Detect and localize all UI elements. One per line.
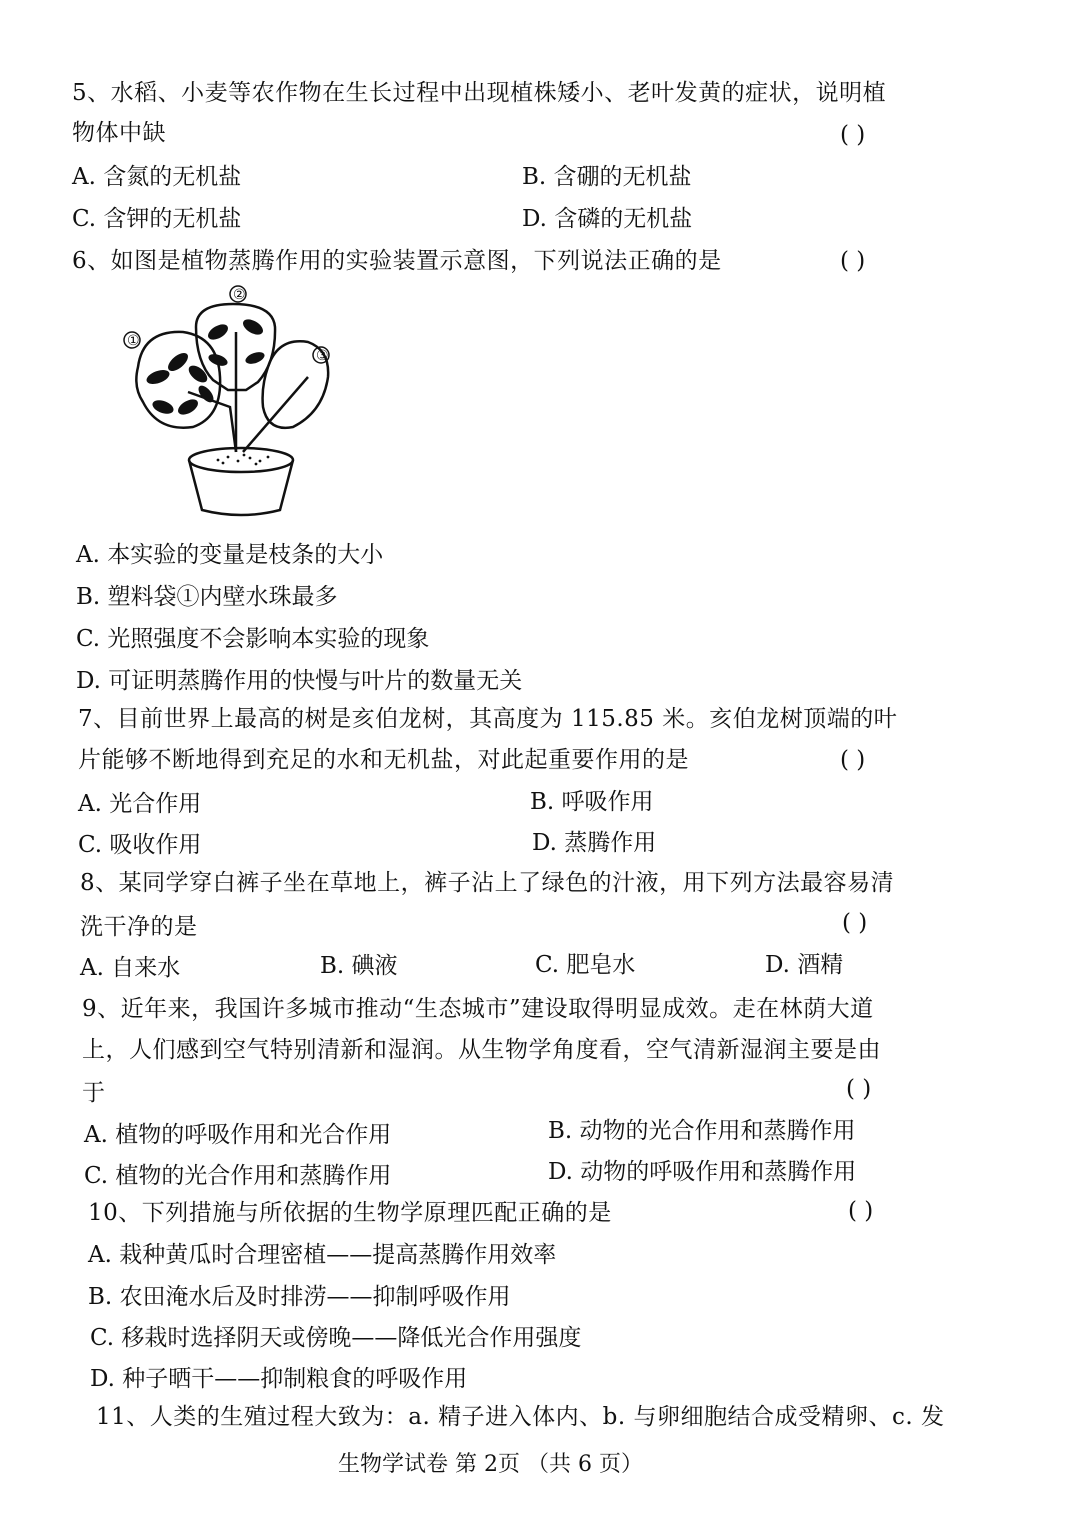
q9-stem-line3: 于 [82, 1080, 106, 1106]
q8-option-d: D. 酒精 [765, 952, 844, 978]
q6-answer-blank: ( ) [840, 248, 866, 274]
label-2: ② [233, 287, 246, 303]
q10-option-a: A. 栽种黄瓜时合理密植——提高蒸腾作用效率 [88, 1242, 557, 1268]
q11-stem-line1: 11、人类的生殖过程大致为：a. 精子进入体内、b. 与卵细胞结合成受精卵、c. 发 [96, 1404, 945, 1430]
q8-stem-line2: 洗干净的是 [80, 914, 198, 940]
q9-stem-line2: 上，人们感到空气特别清新和湿润。从生物学角度看，空气清新湿润主要是由 [82, 1037, 881, 1063]
q10-option-d: D. 种子晒干——抑制粮食的呼吸作用 [90, 1366, 468, 1392]
soil-dots [217, 454, 270, 466]
q8-option-c: C. 肥皂水 [535, 952, 636, 978]
q5-option-c: C. 含钾的无机盐 [72, 206, 242, 232]
q7-option-c: C. 吸收作用 [78, 832, 202, 858]
q5-answer-blank: ( ) [840, 122, 866, 148]
page-footer: 生物学试卷 第 2页 （共 6 页） [338, 1452, 643, 1477]
q8-answer-blank: ( ) [842, 910, 868, 936]
q8-stem-line1: 8、某同学穿白裤子坐在草地上，裤子沾上了绿色的汁液，用下列方法最容易清 [80, 870, 895, 896]
label-1: ① [127, 333, 140, 349]
q7-option-d: D. 蒸腾作用 [532, 830, 657, 856]
q10-stem-line1: 10、下列措施与所依据的生物学原理匹配正确的是 [88, 1200, 612, 1226]
q10-option-c: C. 移栽时选择阴天或傍晚——降低光合作用强度 [90, 1325, 582, 1351]
q9-option-b: B. 动物的光合作用和蒸腾作用 [548, 1118, 856, 1144]
q10-option-b: B. 农田淹水后及时排涝——抑制呼吸作用 [88, 1284, 511, 1310]
label-3: ③ [316, 348, 329, 364]
q8-option-b: B. 碘液 [320, 953, 398, 979]
q5-stem-line2: 物体中缺 [72, 120, 166, 146]
q7-answer-blank: ( ) [840, 747, 866, 773]
q5-stem-line1: 5、水稻、小麦等农作物在生长过程中出现植株矮小、老叶发黄的症状，说明植 [72, 80, 887, 106]
q8-option-a: A. 自来水 [80, 955, 181, 981]
transpiration-experiment-figure [118, 282, 343, 522]
figure-labels [124, 286, 329, 364]
q9-answer-blank: ( ) [846, 1076, 872, 1102]
q7-stem-line1: 7、目前世界上最高的树是亥伯龙树，其高度为 115.85 米。亥伯龙树顶端的叶 [78, 706, 898, 732]
flower-pot [189, 448, 293, 515]
q5-option-a: A. 含氮的无机盐 [72, 164, 242, 190]
q7-option-a: A. 光合作用 [78, 791, 202, 817]
bag-1-leaves [145, 350, 217, 418]
q9-option-a: A. 植物的呼吸作用和光合作用 [84, 1122, 392, 1148]
q6-option-d: D. 可证明蒸腾作用的快慢与叶片的数量无关 [76, 668, 523, 694]
q7-stem-line2: 片能够不断地得到充足的水和无机盐，对此起重要作用的是 [78, 747, 689, 773]
q9-stem-line1: 9、近年来，我国许多城市推动“生态城市”建设取得明显成效。走在林荫大道 [82, 996, 874, 1022]
q7-option-b: B. 呼吸作用 [530, 789, 654, 815]
q6-option-b: B. 塑料袋①内壁水珠最多 [76, 584, 338, 610]
q5-option-b: B. 含硼的无机盐 [522, 164, 692, 190]
q6-option-a: A. 本实验的变量是枝条的大小 [76, 542, 384, 568]
q10-answer-blank: ( ) [848, 1198, 874, 1224]
q6-option-c: C. 光照强度不会影响本实验的现象 [76, 626, 430, 652]
q9-option-d: D. 动物的呼吸作用和蒸腾作用 [548, 1159, 857, 1185]
q6-stem-line1: 6、如图是植物蒸腾作用的实验装置示意图，下列说法正确的是 [72, 248, 722, 274]
q5-option-d: D. 含磷的无机盐 [522, 206, 693, 232]
q9-option-c: C. 植物的光合作用和蒸腾作用 [84, 1163, 392, 1189]
